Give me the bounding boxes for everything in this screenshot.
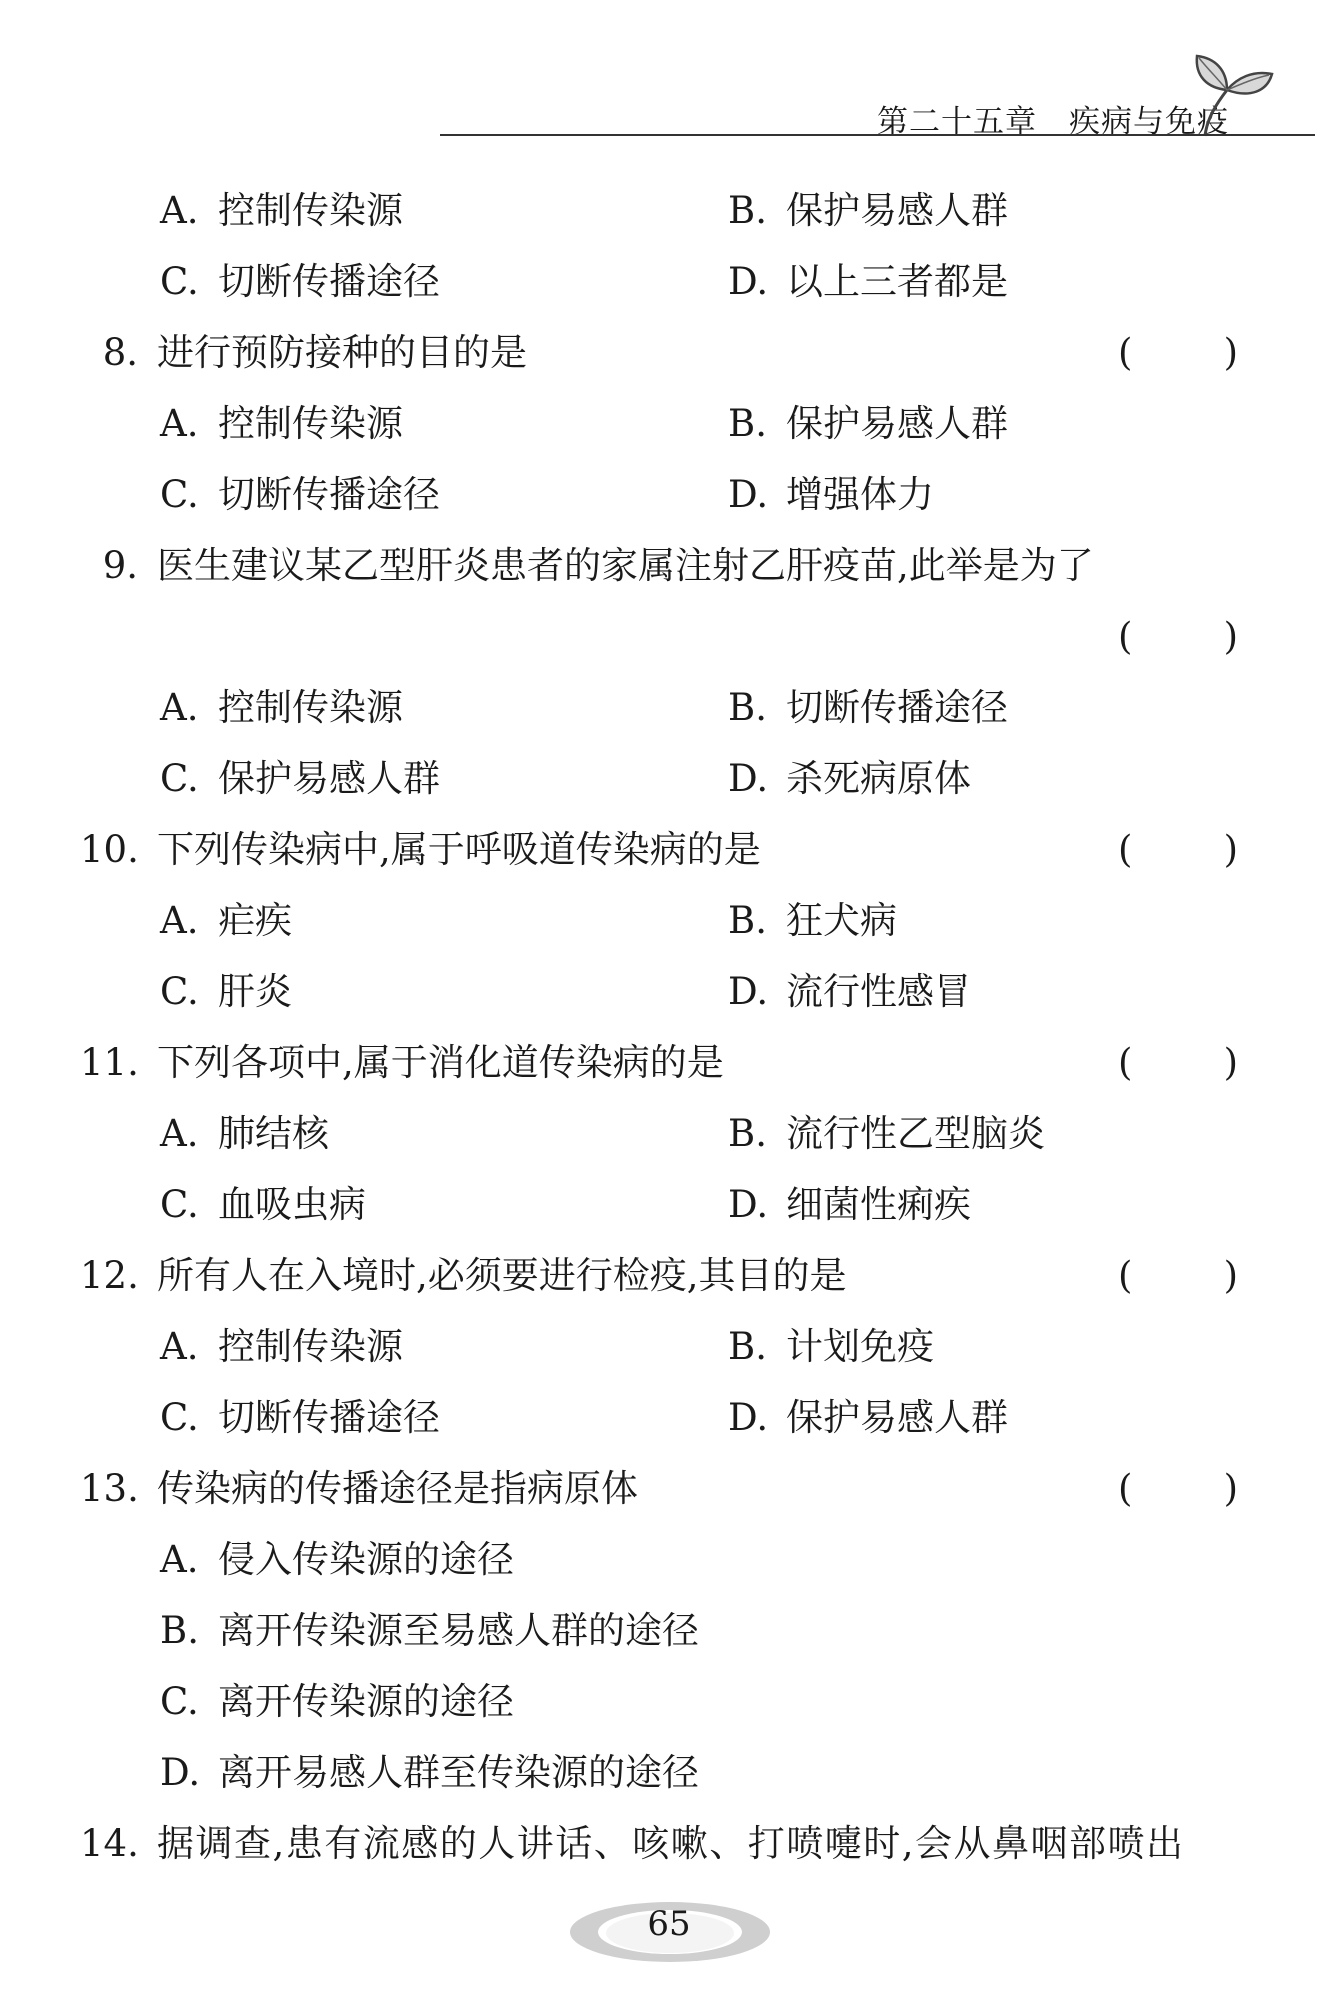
question-number: 14. [80, 1822, 139, 1865]
option-a[interactable]: A. 肺结核 [160, 1112, 329, 1155]
question-text: 所有人在入境时,必须要进行检疫,其目的是 [157, 1254, 847, 1297]
question-row [0, 1808, 1339, 1879]
question-row: 13. 传染病的传播途径是指病原体 ( ) [0, 1453, 1339, 1524]
question-number: 12. [80, 1254, 139, 1297]
option-c[interactable]: C. 切断传播途径 [160, 260, 440, 303]
option-a[interactable]: A. 控制传染源 [160, 189, 403, 232]
question-text: 传染病的传播途径是指病原体 [157, 1467, 638, 1510]
option-c[interactable]: C. 肝炎 [160, 970, 292, 1013]
question-row: 12. 所有人在入境时,必须要进行检疫,其目的是 ( ) [0, 1240, 1339, 1311]
option-c[interactable]: C. 切断传播途径 [160, 1396, 440, 1439]
option-d[interactable]: D. 增强体力 [728, 473, 934, 516]
option-d[interactable]: D. 细菌性痢疾 [728, 1183, 971, 1226]
option-row [0, 459, 1339, 530]
option-b[interactable]: B. 流行性乙型脑炎 [728, 1112, 1045, 1155]
question-text: 进行预防接种的目的是 [157, 331, 527, 374]
question-text: 下列各项中,属于消化道传染病的是 [157, 1041, 724, 1084]
option-a[interactable]: A. 疟疾 [160, 899, 292, 942]
question-continuation: ( ) [1118, 615, 1238, 658]
option-row [0, 1524, 1339, 1595]
question-list [0, 175, 1339, 1879]
option-row [0, 885, 1339, 956]
page-footer [0, 1900, 1339, 1970]
option-row [0, 1382, 1339, 1453]
option-row [0, 1737, 1339, 1808]
option-row [0, 388, 1339, 459]
option-a[interactable]: A. 侵入传染源的途径 [160, 1538, 514, 1581]
option-a[interactable]: A. 控制传染源 [160, 686, 403, 729]
question-number: 13. [80, 1467, 139, 1510]
option-b[interactable]: B. 计划免疫 [728, 1325, 934, 1368]
question-text: 医生建议某乙型肝炎患者的家属注射乙肝疫苗,此举是为了 [157, 544, 1094, 587]
question-row [0, 530, 1339, 601]
chapter-number: 第二十五章 [877, 104, 1037, 140]
option-row [0, 1169, 1339, 1240]
option-c[interactable]: C. 切断传播途径 [160, 473, 440, 516]
question-row: 10. 下列传染病中,属于呼吸道传染病的是 ( ) [0, 814, 1339, 885]
header-rule [440, 134, 1315, 136]
option-row [0, 1311, 1339, 1382]
question-row: 8. 进行预防接种的目的是 ( ) [0, 317, 1339, 388]
leaf-icon [1177, 48, 1277, 138]
question-number: 9. [102, 544, 138, 587]
option-b[interactable]: B. 保护易感人群 [728, 402, 1008, 445]
question-number: 10. [80, 828, 139, 871]
option-a[interactable]: A. 控制传染源 [160, 1325, 403, 1368]
option-row [0, 1666, 1339, 1737]
option-d[interactable]: D. 流行性感冒 [728, 970, 971, 1013]
option-b[interactable]: B. 切断传播途径 [728, 686, 1008, 729]
question-number: 11. [80, 1041, 139, 1084]
option-c[interactable]: C. 血吸虫病 [160, 1183, 366, 1226]
question-row: 11. 下列各项中,属于消化道传染病的是 ( ) [0, 1027, 1339, 1098]
option-row [0, 956, 1339, 1027]
page-number: 65 [647, 1904, 691, 1944]
option-c[interactable]: C. 保护易感人群 [160, 757, 440, 800]
option-c[interactable]: C. 离开传染源的途径 [160, 1680, 514, 1723]
option-row [0, 175, 1339, 246]
option-b[interactable]: B. 狂犬病 [728, 899, 897, 942]
option-d[interactable]: D. 以上三者都是 [728, 260, 1008, 303]
option-row [0, 672, 1339, 743]
option-row [0, 1098, 1339, 1169]
question-text: 据调查,患有流感的人讲话、咳嗽、打喷嚏时,会从鼻咽部喷出 [157, 1822, 1185, 1865]
option-b[interactable]: B. 离开传染源至易感人群的途径 [160, 1609, 699, 1652]
option-d[interactable]: D. 保护易感人群 [728, 1396, 1008, 1439]
option-b[interactable]: B. 保护易感人群 [728, 189, 1008, 232]
option-row [0, 1595, 1339, 1666]
option-a[interactable]: A. 控制传染源 [160, 402, 403, 445]
chapter-name: 疾病与免疫 [1069, 104, 1229, 140]
option-row [0, 246, 1339, 317]
page-header [0, 0, 1339, 140]
option-row [0, 743, 1339, 814]
question-text: 下列传染病中,属于呼吸道传染病的是 [157, 828, 761, 871]
option-d[interactable]: D. 杀死病原体 [728, 757, 971, 800]
question-number: 8. [102, 331, 138, 374]
option-d[interactable]: D. 离开易感人群至传染源的途径 [160, 1751, 699, 1794]
